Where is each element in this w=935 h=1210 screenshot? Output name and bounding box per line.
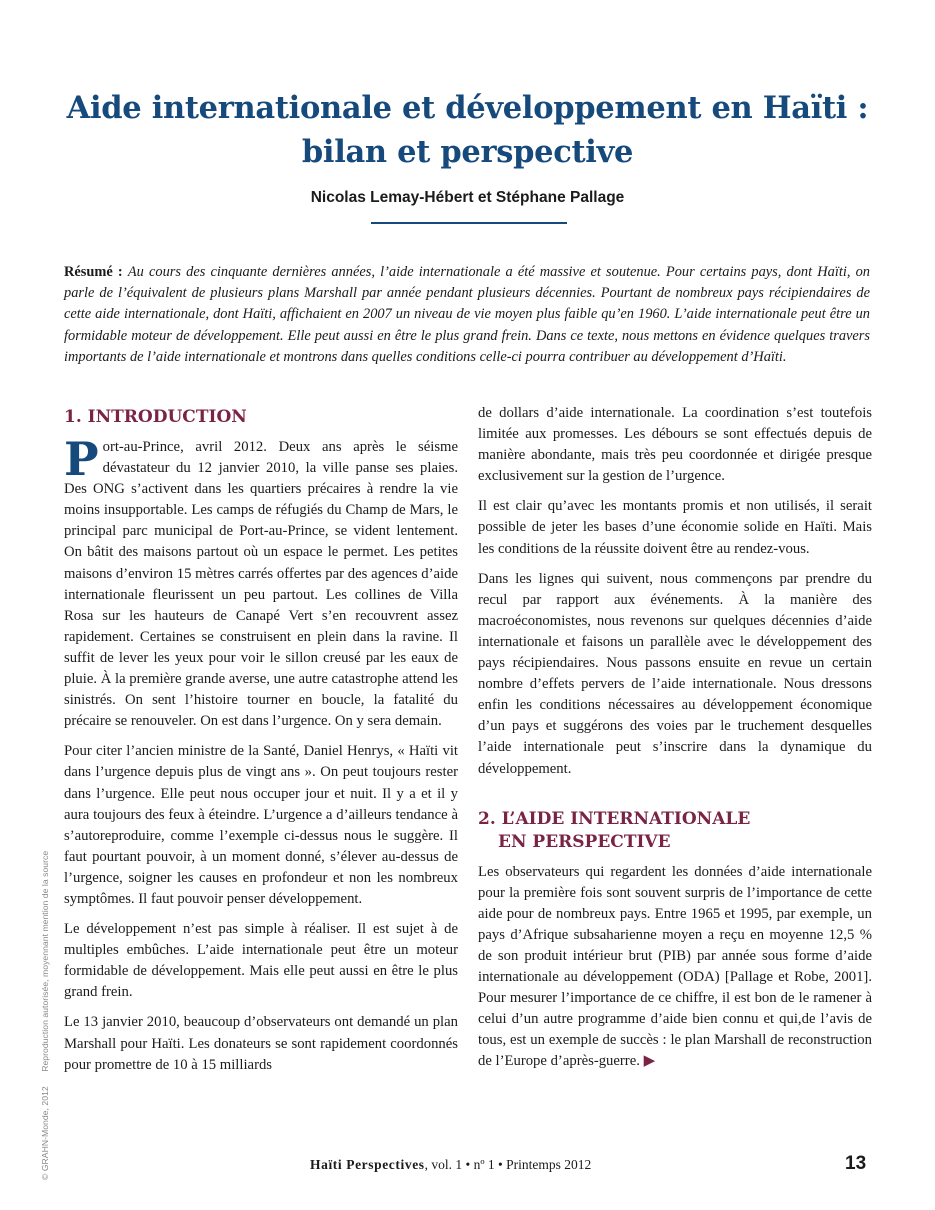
article-title-line1: Aide internationale et développement en Haïti : [66, 90, 869, 126]
section1-heading: 1. INTRODUCTION [64, 407, 247, 427]
reproduction-notice: Reproduction autorisée, moyennant mention de la source [40, 850, 50, 1072]
journal-name: Haïti Perspectives [310, 1157, 425, 1172]
section1-p1-text: ort-au-Prince, avril 2012. Deux ans après le séisme dévastateur du 12 janvier 2010, la ville panse ses plaies. Des ONG s’activent dans les quartiers précaires à rendre la vie moins insupportable. Les camps de réfugiés du Champ de Mars, le principal parc municipal de Port-au-Prince, se vident lentement. On bâtit des maisons partout où un espace le permet. Les petites maisons d’environ 15 mètres carrés offertes par des agences d’aide internationale fleurissent un peu partout. Les collines de Villa Rosa sur les hauteurs de Canapé Vert s’en recouvrent assez rapidement. Certaines se construisent en plein dans la ravine. Il suffit de lever les yeux pour voir le sillon creusé par les eaux de pluie. À la première grande averse, une autre catastrophe attend les sinistrés. On sent l’histoire tourner en boucle, la fatalité du précaire se renouveler. On est dans l’urgence. On y sera demain. [64, 439, 458, 730]
section1-paragraph: Le développement n’est pas simple à réaliser. Il est sujet à de multiples embûches. L’aide internationale peut être un moteur formidable de développement. Mais elle peut aussi en être le plus grand frein. [64, 921, 458, 1001]
right-column [478, 403, 872, 1082]
left-column [64, 406, 458, 1085]
article-title [0, 86, 935, 174]
section1-paragraph: Dans les lignes qui suivent, nous commençons par prendre du recul par rapport aux événements. À la manière des macroéconomistes, nous revenons sur quelques décennies d’aide internationale et faisons un parallèle avec le développement des pays récipiendaires. Nous passons ensuite en revue un certain nombre d’effets pervers de l’aide internationale. Nous dressons enfin les conditions nécessaires au développement économique d’un pays et suggérons des voies par le truchement desquelles l’aide internationale peut s’inscrire dans la dynamique du développement. [478, 570, 872, 777]
section1-paragraph: de dollars d’aide internationale. La coordination s’est toutefois limitée aux promesses. Les débours se sont effectués depuis de manière abondante, mais très peu coordonnée et dirigée presque exclusivement sur la gestion de l’urgence. [478, 405, 872, 485]
section2-paragraph [478, 862, 872, 1073]
abstract [64, 262, 870, 368]
abstract-label: Résumé : [64, 264, 123, 280]
page-footer [310, 1157, 591, 1173]
title-divider [371, 222, 567, 224]
section2-heading-line1: 2. L’AIDE INTERNATIONALE [478, 808, 751, 829]
section2-heading [478, 808, 872, 854]
issue-info: , vol. 1 • nº 1 • Printemps 2012 [424, 1157, 592, 1172]
section1-paragraph: Le 13 janvier 2010, beaucoup d’observateurs ont demandé un plan Marshall pour Haïti. Les donateurs se sont rapidement coordonnés pour promettre de 10 à 15 milliards [64, 1014, 458, 1073]
page-number: 13 [845, 1153, 867, 1174]
section1-paragraph [64, 432, 458, 732]
continue-arrow-icon: ▶ [643, 1053, 656, 1070]
sidebar-copyright [40, 839, 50, 1180]
section1-paragraph: Il est clair qu’avec les montants promis et non utilisés, il serait possible de jeter les bases d’une économie solide en Haïti. Mais les conditions de la réussite doivent être au rendez-vous. [478, 498, 872, 557]
article-title-line2: bilan et perspective [301, 134, 634, 170]
abstract-text: Au cours des cinquante dernières années, l’aide internationale a été massive et soutenue. Pour certains pays, dont Haïti, on parle de l’équivalent de plusieurs plans Marshall par année pendant plusieurs décennies. Pourtant de nombreux pays récipiendaires de cette aide internationale, dont Haïti, affichaient en 2007 un niveau de vie moyen plus faible qu’en 1960. L’aide internationale peut être un formidable moteur de développement. Elle peut aussi en être le plus grand frein. Dans ce texte, nous mettons en évidence quelques travers importants de l’aide internationale et montrons dans quelles conditions celle-ci pourra contribuer au développement d’Haïti. [64, 264, 870, 365]
copyright-notice: © GRAHN-Monde, 2012 [40, 1086, 50, 1180]
section2-heading-line2: EN PERSPECTIVE [498, 831, 671, 852]
drop-cap: P [64, 432, 99, 486]
section2-p1-text: Les observateurs qui regardent les données d’aide internationale pour la première fois sont souvent surpris de l’importance de cette aide pour de nombreux pays. Entre 1965 et 1995, par exemple, un pays d’Afrique subsaharienne moyen a reçu en moyenne 12,5 % de son produit intérieur brut (PIB) par année sous forme d’aide internationale au développement (ODA) [Pallage et Robe, 2001]. Pour mesurer l’importance de ce chiffre, il est bon de le ramener à celui d’un autre programme d’aide bien connu et qui,de l’avis de tous, est un exemple de succès : le plan Marshall de reconstruction de l’Europe d’après-guerre. [478, 863, 872, 1070]
authors: Nicolas Lemay-Hébert et Stéphane Pallage [310, 189, 625, 206]
section1-paragraph: Pour citer l’ancien ministre de la Santé, Daniel Henrys, « Haïti vit dans l’urgence depuis plus de vingt ans ». On peut toujours rester dans l’urgence. Elle peut nous occuper jour et nuit. Il y a et il y aura toujours des feux à éteindre. L’urgence a d’ailleurs tendance à s’autoreproduire, comme l’exemple ci-dessus nous le suggère. Il faut pourtant pouvoir, à un moment donné, s’élever au-dessus de l’urgence, soigner les causes en profondeur et non les nombreux symptômes. Il faut pouvoir penser développement. [64, 743, 458, 907]
